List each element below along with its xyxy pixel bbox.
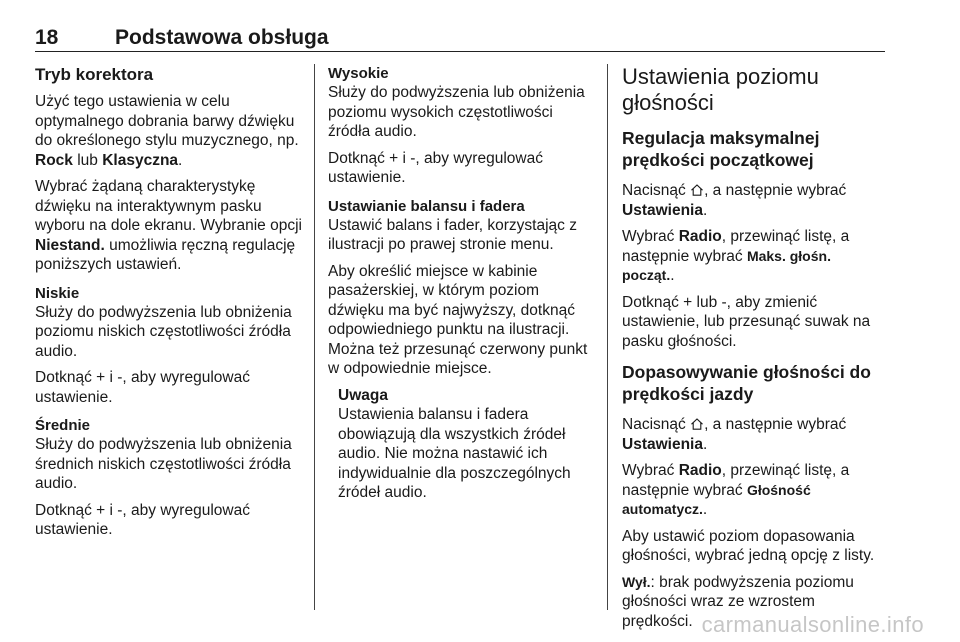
- paragraph-s2-off: Wył.: brak podwyższenia poziomu głośności wraz ze wzrostem prędkości.: [622, 573, 854, 630]
- column-2: [328, 64, 595, 510]
- paragraph-wysokie-desc: Służy do podwyższenia lub obniżenia poziomu wysokich częstotliwości źródła audio.: [328, 84, 585, 140]
- subheading-balance-fader: Ustawianie balansu i fadera: [328, 197, 525, 215]
- paragraph-s2-level: Aby ustawić poziom dopasowania głośności, wybrać jedną opcję z listy.: [622, 527, 875, 564]
- subheading-speed-volume: Dopasowywanie głośności do prędkości jazdy: [622, 362, 871, 404]
- paragraph-s2-press: Nacisnąć , a następnie wybrać Ustawienia.: [622, 416, 847, 453]
- paragraph-s1-select: Wybrać Radio, przewinąć listę, a następnie wybrać Maks. głośn. począt..: [622, 228, 850, 284]
- option-niestand: Niestand.: [35, 236, 105, 254]
- paragraph-niskie-desc: Służy do podwyższenia lub obniżenia poziomu niskich częstotliwości źródła audio.: [35, 303, 292, 360]
- paragraph-srednie-desc: Służy do podwyższenia lub obniżenia średnich niskich częstotliwości źródła audio.: [35, 436, 292, 492]
- paragraph-s1-press: Nacisnąć , a następnie wybrać Ustawienia.: [622, 182, 847, 219]
- subheading-max-startup-volume: Regulacja maksymalnej prędkości początkowej: [622, 128, 820, 170]
- paragraph-s1-adjust: Dotknąć + lub -, aby zmienić ustawienie, lub przesunąć suwak na pasku głośności.: [622, 293, 871, 350]
- paragraph-balance-position: Aby określić miejsce w kabinie pasażerskiej, w którym poziom dźwięku ma być najwyższy, dotknąć odpowiedniego punktu na ilustracji. Można też przesunąć czerwony punkt w odpowiednie miejsce.: [328, 262, 588, 377]
- home-icon: [690, 417, 704, 431]
- page-number: 18: [35, 26, 59, 49]
- menu-ustawienia: Ustawienia: [622, 201, 703, 219]
- section-heading-volume: Ustawienia poziomu głośności: [622, 64, 819, 115]
- paragraph-niskie-adjust: Dotknąć + i -, aby wyregulować ustawienie.: [35, 369, 250, 406]
- paragraph-equalizer-intro: Użyć tego ustawienia w celu optymalnego dobrania barwy dźwięku do określonego stylu muzycznego, np. Rock lub Klasyczna.: [35, 93, 299, 169]
- column-divider-2: [607, 64, 608, 610]
- note-title: Uwaga: [338, 386, 388, 404]
- menu-glosnosc-automatycz: Głośność automatycz.: [622, 481, 811, 517]
- subheading-niskie: Niskie: [35, 284, 80, 302]
- option-wyl: Wył.: [622, 573, 651, 590]
- page-header: [35, 24, 885, 52]
- paragraph-s2-select: Wybrać Radio, przewinąć listę, a następnie wybrać Głośność automatycz..: [622, 462, 850, 518]
- subheading-srednie: Średnie: [35, 417, 91, 434]
- column-divider-1: [314, 64, 315, 610]
- menu-radio-2: Radio: [678, 462, 722, 479]
- home-icon: [690, 183, 704, 197]
- paragraph-srednie-adjust: Dotknąć + i -, aby wyregulować ustawienie.: [35, 501, 250, 538]
- note-text: Ustawienia balansu i fadera obowiązują dla wszystkich źródeł audio. Nie można nastawić ich indywidualnie dla poszczególnych źródeł audio.: [338, 406, 571, 501]
- note-box: [338, 386, 595, 503]
- paragraph-wysokie-adjust: Dotknąć + i -, aby wyregulować ustawienie.: [328, 149, 543, 186]
- paragraph-balance-desc: Ustawić balans i fader, korzystając z ilustracji po prawej stronie menu.: [328, 216, 577, 253]
- menu-ustawienia-2: Ustawienia: [622, 435, 703, 453]
- menu-maks-glosn: Maks. głośn. począt.: [622, 247, 831, 283]
- column-1: [35, 64, 307, 547]
- column-3: [622, 64, 887, 638]
- section-heading-equalizer: Tryb korektora: [35, 65, 154, 84]
- watermark: carmanualsonline.info: [701, 612, 924, 637]
- page-title: Podstawowa obsługa: [115, 26, 329, 49]
- menu-radio: Radio: [678, 228, 722, 245]
- option-klasyczna: Klasyczna: [102, 151, 179, 169]
- paragraph-equalizer-choose: Wybrać żądaną charakterystykę dźwięku na interaktywnym pasku wyboru na dole ekranu. Wybranie opcji Niestand. umożliwia ręczną regulację poniższych ustawień.: [35, 178, 302, 273]
- option-rock: Rock: [35, 151, 73, 169]
- subheading-wysokie: Wysokie: [328, 65, 389, 82]
